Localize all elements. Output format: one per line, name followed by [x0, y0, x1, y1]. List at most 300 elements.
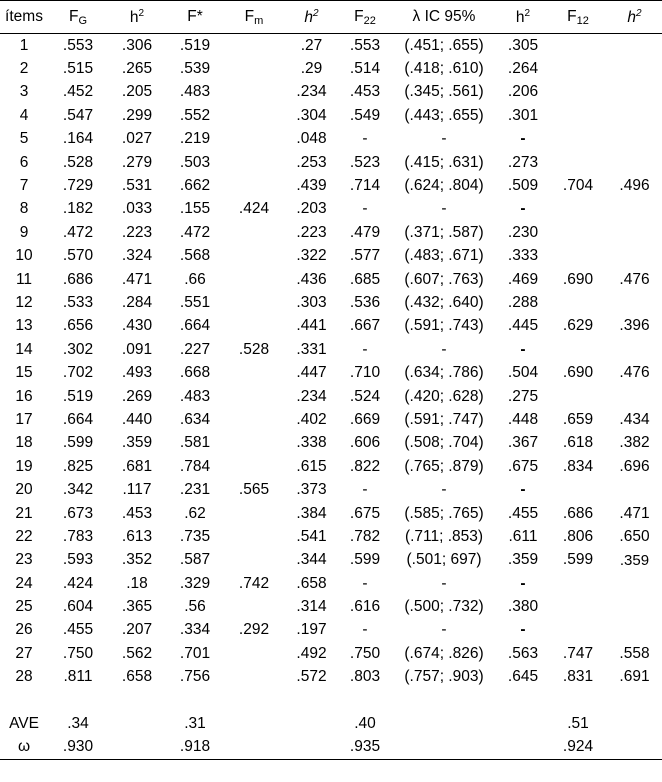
header-h2-a: [108, 1, 166, 34]
spacer-cell: [607, 689, 662, 712]
cell-lambda-ic: (.585; .765): [404, 504, 484, 522]
cell-fg: .825: [62, 457, 94, 475]
cell-f12: [549, 198, 607, 221]
cell-item: 4: [19, 106, 29, 124]
cell-item: 22: [15, 527, 33, 545]
cell-h2-b: .197: [296, 621, 327, 639]
cell-item: 28: [15, 668, 33, 686]
cell-fstar: .472: [179, 223, 211, 241]
cell-lambda-ic: (.591; .743): [404, 317, 484, 335]
header-f12-sub: 12: [576, 14, 589, 27]
cell-h2-b: .27: [300, 36, 323, 54]
cell-f22: .750: [349, 644, 381, 662]
cell-item: 15: [15, 364, 33, 382]
summary-cell-f12: .924: [549, 736, 607, 760]
cell-fstar: .329: [179, 574, 211, 592]
cell-f12: .831: [562, 668, 594, 686]
cell-h2-c: .359: [507, 551, 539, 569]
cell-f22: .822: [349, 457, 381, 475]
cell-lambda-ic: (.591; .747): [404, 410, 484, 428]
cell-h2-d: [607, 595, 662, 618]
cell-fm: [224, 549, 284, 572]
cell-lambda-ic: -: [441, 621, 447, 639]
spacer-cell: [224, 689, 284, 712]
cell-h2-b: .203: [296, 200, 327, 218]
spacer-cell: [497, 689, 549, 712]
header-fstar: [166, 1, 224, 34]
cell-fg: .182: [62, 200, 94, 218]
cell-fstar: .56: [184, 598, 206, 616]
summary-cell-f12: .51: [567, 715, 589, 733]
cell-fm: [224, 128, 284, 151]
cell-fg: .528: [62, 153, 94, 171]
table-row: [0, 432, 662, 455]
cell-h2-b: .572: [296, 668, 327, 686]
summary-cell-fg: .930: [48, 736, 108, 760]
cell-h2-d: [607, 338, 662, 361]
cell-f12: [549, 595, 607, 618]
cell-h2-c: .469: [507, 270, 539, 288]
cell-h2-d: [607, 34, 662, 58]
header-f12: [549, 1, 607, 34]
cell-f22: .524: [349, 387, 381, 405]
cell-fg: .656: [62, 317, 94, 335]
cell-h2-a: .299: [121, 106, 153, 124]
cell-h2-b: .658: [296, 574, 327, 592]
cell-fstar: .568: [179, 247, 211, 265]
cell-fm: .565: [238, 481, 270, 499]
cell-fstar: .519: [179, 36, 211, 54]
cell-h2-c: .455: [507, 504, 539, 522]
cell-h2-d: .558: [619, 644, 650, 662]
table-row: [0, 595, 662, 618]
cell-f22: .553: [349, 36, 381, 54]
cell-fg: .664: [62, 410, 94, 428]
cell-fg: .783: [62, 527, 94, 545]
cell-f22: .523: [349, 153, 381, 171]
cell-fstar: .227: [179, 340, 211, 358]
cell-item: 1: [19, 36, 29, 54]
cell-lambda-ic: -: [441, 481, 447, 499]
cell-fm: [224, 81, 284, 104]
cell-h2-c: .448: [507, 410, 539, 428]
cell-f12: .834: [562, 457, 594, 475]
header-items: [0, 1, 48, 34]
cell-lambda-ic: (.443; .655): [404, 106, 484, 124]
cell-lambda-ic: (.415; .631): [404, 153, 484, 171]
cell-lambda-ic: -: [441, 574, 447, 592]
cell-h2-c: -: [520, 200, 526, 218]
table-row: [0, 104, 662, 127]
cell-h2-c: .504: [507, 364, 539, 382]
cell-h2-a: .091: [121, 340, 153, 358]
cell-h2-d: .382: [619, 434, 650, 452]
cell-lambda-ic: -: [441, 130, 447, 148]
cell-lambda-ic: (.711; .853): [404, 527, 484, 545]
cell-h2-d: .691: [619, 668, 650, 686]
cell-h2-a: .531: [121, 177, 153, 195]
cell-h2-b: .338: [296, 434, 327, 452]
summary-cell-f22: .40: [354, 715, 376, 733]
cell-h2-c: .230: [507, 223, 539, 241]
cell-fstar: .662: [179, 177, 211, 195]
cell-f22: .669: [349, 410, 381, 428]
cell-fm: .528: [238, 340, 270, 358]
cell-f22: -: [362, 621, 368, 639]
cell-h2-a: .681: [121, 457, 153, 475]
header-h2-d: [607, 1, 662, 34]
cell-f12: [549, 128, 607, 151]
cell-lambda-ic: -: [441, 340, 447, 358]
cell-fg: .729: [62, 177, 94, 195]
table-row: [0, 128, 662, 151]
cell-h2-c: .301: [507, 106, 539, 124]
spacer-row: [0, 689, 662, 712]
header-h2d-sup: 2: [636, 7, 642, 19]
cell-f22: .606: [349, 434, 381, 452]
header-h2a-sup: 2: [138, 7, 145, 19]
cell-fg: .553: [62, 36, 94, 54]
spacer-cell: [391, 689, 497, 712]
cell-h2-a: .471: [121, 270, 153, 288]
table-row: [0, 174, 662, 197]
cell-h2-a: .284: [121, 293, 153, 311]
cell-lambda-ic: (.634; .786): [404, 364, 484, 382]
cell-h2-d: [607, 221, 662, 244]
cell-h2-a: .117: [122, 481, 152, 499]
table-row: [0, 338, 662, 361]
cell-h2-b: .447: [296, 364, 327, 382]
cell-h2-d: .396: [619, 317, 650, 335]
summary-cell-fstar: .918: [166, 736, 224, 760]
header-items-text: ítems: [5, 8, 43, 25]
cell-fm: [224, 57, 284, 80]
cell-fm: [224, 455, 284, 478]
cell-f12: [549, 104, 607, 127]
cell-fstar: .155: [179, 200, 211, 218]
cell-f12: [549, 338, 607, 361]
cell-fstar: .587: [179, 551, 211, 569]
cell-h2-b: .615: [296, 457, 327, 475]
cell-h2-c: .333: [507, 247, 539, 265]
cell-fg: .452: [62, 83, 94, 101]
cell-h2-d: [607, 104, 662, 127]
cell-fstar: .756: [179, 668, 211, 686]
header-lambda-ic-text: λ IC 95%: [412, 8, 476, 25]
spacer-cell: [108, 689, 166, 712]
summary-cell-h2-d: [607, 712, 662, 735]
cell-f22: .549: [349, 106, 381, 124]
cell-h2-d: [607, 619, 662, 642]
table-row: [0, 81, 662, 104]
table-row: [0, 34, 662, 58]
cell-f22: .803: [349, 668, 381, 686]
cell-f22: -: [362, 130, 368, 148]
cell-fm: [224, 432, 284, 455]
cell-h2-d: [607, 81, 662, 104]
cell-h2-c: .675: [507, 457, 539, 475]
cell-f22: .599: [349, 551, 381, 569]
cell-f12: [549, 151, 607, 174]
cell-lambda-ic: (.432; .640): [404, 293, 484, 311]
cell-lambda-ic: (.607; .763): [404, 270, 484, 288]
cell-h2-c: .275: [507, 387, 539, 405]
cell-item: 13: [15, 317, 33, 335]
spacer-cell: [549, 689, 607, 712]
cell-h2-c: -: [520, 621, 526, 639]
cell-h2-a: .324: [121, 247, 153, 265]
cell-lambda-ic: (.418; .610): [404, 60, 484, 78]
table-header: [0, 1, 662, 34]
cell-f12: .704: [562, 177, 594, 195]
cell-fg: .547: [62, 106, 94, 124]
cell-item: 11: [15, 270, 33, 288]
cell-lambda-ic: (.757; .903): [404, 668, 484, 686]
cell-fg: .599: [62, 434, 94, 452]
cell-f12: [549, 81, 607, 104]
cell-fg: .673: [62, 504, 94, 522]
cell-fstar: .503: [179, 153, 211, 171]
header-h2a-main: h: [129, 8, 139, 26]
cell-h2-c: .380: [507, 598, 539, 616]
cell-h2-d: [607, 572, 662, 595]
cell-lambda-ic: (.501; 697): [406, 551, 482, 569]
cell-fg: .164: [62, 130, 94, 148]
cell-h2-b: .331: [296, 340, 327, 358]
table-row: [0, 361, 662, 384]
cell-h2-a: .658: [121, 668, 153, 686]
cell-lambda-ic: (.420; .628): [404, 387, 484, 405]
cell-h2-d: [607, 151, 662, 174]
summary-cell-h2-c: [497, 712, 549, 735]
summary-cell-item: AVE: [9, 715, 39, 733]
cell-f22: .479: [349, 223, 381, 241]
cell-item: 21: [15, 504, 33, 522]
cell-h2-c: .445: [507, 317, 539, 335]
cell-fg: .455: [62, 621, 94, 639]
cell-h2-c: .206: [507, 83, 539, 101]
cell-item: 5: [19, 130, 29, 148]
header-h2-b: [284, 1, 339, 34]
cell-fstar: .668: [179, 364, 211, 382]
cell-fg: .570: [62, 247, 94, 265]
cell-fm: [224, 315, 284, 338]
cell-h2-a: .205: [121, 83, 153, 101]
cell-fg: .424: [62, 574, 94, 592]
header-fg: [48, 1, 108, 34]
header-h2b-main: h: [304, 8, 314, 26]
cell-h2-a: .352: [121, 551, 153, 569]
cell-f22: .616: [349, 598, 381, 616]
cell-h2-d: .650: [619, 527, 650, 545]
cell-h2-c: .367: [507, 434, 539, 452]
cell-item: 17: [15, 410, 33, 428]
cell-h2-b: .373: [296, 481, 327, 499]
table-row: [0, 549, 662, 572]
cell-f22: -: [362, 574, 368, 592]
cell-item: 12: [15, 293, 33, 311]
cell-f22: .710: [349, 364, 381, 382]
cell-h2-a: .223: [121, 223, 153, 241]
cell-item: 10: [15, 247, 33, 265]
cell-h2-a: .430: [121, 317, 153, 335]
cell-h2-c: .305: [507, 36, 539, 54]
summary-cell-h2-a: [108, 712, 166, 735]
table-row: [0, 455, 662, 478]
cell-item: 23: [15, 551, 33, 569]
cell-fm: [224, 34, 284, 58]
header-f22-sub: 22: [363, 14, 376, 27]
cell-f12: [549, 572, 607, 595]
table-row: [0, 666, 662, 689]
cell-h2-a: .269: [121, 387, 153, 405]
cell-f22: -: [362, 200, 368, 218]
cell-fm: [224, 151, 284, 174]
summary-cell-h2-a: [108, 736, 166, 760]
cell-h2-b: .344: [296, 551, 327, 569]
summary-cell-fstar: .31: [184, 715, 206, 733]
cell-f22: .714: [349, 177, 381, 195]
cell-fstar: .483: [179, 83, 211, 101]
cell-h2-b: .492: [296, 644, 327, 662]
header-h2-c: [497, 1, 549, 34]
summary-cell-item: ω: [0, 736, 48, 760]
cell-fg: .519: [62, 387, 94, 405]
cell-fstar: .66: [184, 270, 206, 288]
cell-h2-b: .304: [296, 106, 327, 124]
table-row: [0, 221, 662, 244]
spacer-cell: [166, 689, 224, 712]
cell-h2-a: .027: [121, 130, 153, 148]
table-body: [0, 34, 662, 760]
cell-h2-b: .234: [296, 83, 327, 101]
spacer-cell: [284, 689, 339, 712]
cell-fm: [224, 245, 284, 268]
cell-lambda-ic: (.508; .704): [404, 434, 484, 452]
summary-row-omega: [0, 736, 662, 760]
cell-item: 16: [15, 387, 33, 405]
cell-h2-c: .563: [507, 644, 539, 662]
cell-fstar: .539: [179, 60, 211, 78]
cell-fm: [224, 642, 284, 665]
summary-cell-h2-d: [607, 736, 662, 760]
cell-fm: [224, 408, 284, 431]
cell-fg: .593: [62, 551, 94, 569]
summary-cell-h2-b: [284, 712, 339, 735]
cell-item: 18: [15, 434, 33, 452]
table-row: [0, 642, 662, 665]
cell-fg: .533: [62, 293, 94, 311]
cell-fstar: .784: [179, 457, 211, 475]
cell-f12: .686: [562, 504, 594, 522]
cell-fg: .604: [62, 598, 94, 616]
table-row: [0, 385, 662, 408]
cell-fg: .515: [62, 60, 94, 78]
cell-f12: [549, 619, 607, 642]
cell-h2-d: .476: [619, 270, 650, 288]
cell-fm: [224, 268, 284, 291]
cell-h2-a: .265: [121, 60, 153, 78]
cell-h2-d: [607, 198, 662, 221]
table-row: [0, 502, 662, 525]
cell-fm: .742: [238, 574, 270, 592]
cell-h2-c: -: [520, 340, 526, 358]
cell-h2-b: .234: [296, 387, 327, 405]
cell-h2-a: .279: [121, 153, 153, 171]
cell-fm: [224, 174, 284, 197]
cell-item: 19: [15, 457, 33, 475]
cell-fstar: .62: [184, 504, 206, 522]
cell-f12: [549, 478, 607, 501]
cell-fm: [224, 525, 284, 548]
spacer-cell: [48, 689, 108, 712]
cell-fstar: .231: [179, 481, 211, 499]
cell-h2-a: .359: [121, 434, 153, 452]
summary-cell-h2-c: [497, 736, 549, 760]
table-row: [0, 198, 662, 221]
cell-fstar: .735: [179, 527, 211, 545]
cell-f22: .782: [349, 527, 381, 545]
cell-h2-c: -: [520, 481, 526, 499]
header-h2d-main: h: [627, 8, 637, 26]
spacer-cell: [0, 689, 48, 712]
header-h2c-main: h: [515, 8, 525, 26]
header-fm: [224, 1, 284, 34]
cell-fm: [224, 666, 284, 689]
cell-h2-d: .359: [619, 551, 650, 569]
summary-row-ave: [0, 712, 662, 735]
cell-item: 7: [19, 177, 29, 195]
cell-f12: .629: [562, 317, 594, 335]
cell-fstar: .664: [179, 317, 211, 335]
header-f12-main: F: [567, 7, 577, 25]
cell-h2-d: [607, 291, 662, 314]
cell-h2-c: .645: [507, 668, 539, 686]
cell-h2-c: .264: [507, 60, 539, 78]
cell-fm: .424: [238, 200, 270, 218]
cell-fstar: .483: [179, 387, 211, 405]
cell-f12: .599: [562, 551, 594, 569]
header-h2b-sup: 2: [313, 7, 319, 19]
cell-h2-b: .402: [296, 410, 327, 428]
table-row: [0, 268, 662, 291]
table-row: [0, 478, 662, 501]
cell-h2-c: .611: [508, 527, 538, 545]
cell-fstar: .552: [179, 106, 211, 124]
cell-item: 8: [19, 200, 29, 218]
cell-h2-b: .541: [296, 527, 327, 545]
cell-fstar: .701: [179, 644, 211, 662]
spacer-cell: [339, 689, 391, 712]
cell-f22: .536: [349, 293, 381, 311]
cell-lambda-ic: (.500; .732): [404, 598, 484, 616]
cell-fstar: .634: [179, 410, 211, 428]
cell-fm: .292: [238, 621, 270, 639]
cell-f12: [549, 34, 607, 58]
table-row: [0, 245, 662, 268]
cell-fm: [224, 104, 284, 127]
cell-h2-d: [607, 57, 662, 80]
cell-h2-d: .471: [619, 504, 650, 522]
cell-fg: .302: [62, 340, 94, 358]
summary-cell-h2-b: [284, 736, 339, 760]
cell-item: 24: [15, 574, 33, 592]
cell-f22: .685: [349, 270, 381, 288]
table-row: [0, 57, 662, 80]
cell-fstar: .581: [179, 434, 211, 452]
cell-h2-c: -: [520, 130, 526, 148]
cell-h2-a: .18: [126, 574, 148, 592]
